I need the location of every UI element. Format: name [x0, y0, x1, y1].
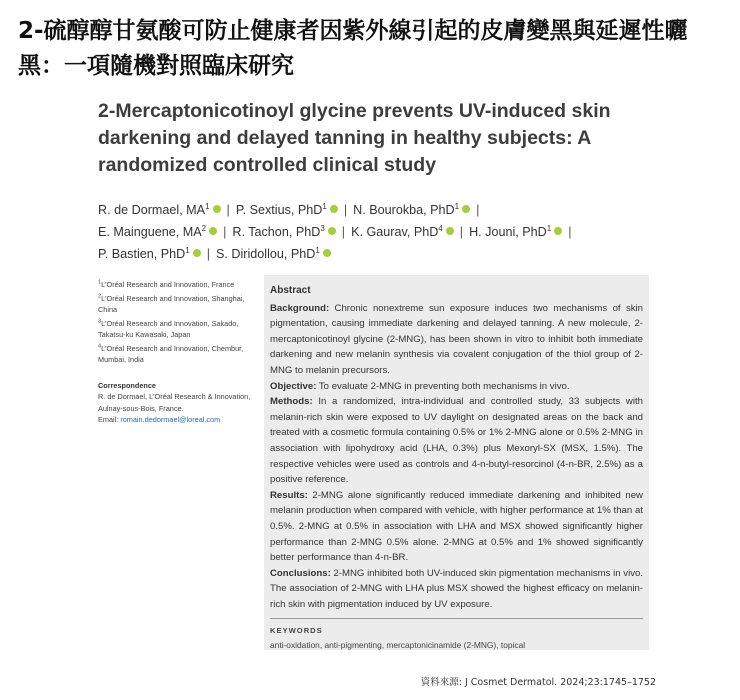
correspondence-heading: Correspondence [98, 380, 156, 390]
orcid-icon[interactable] [462, 205, 470, 213]
author[interactable]: R. de Dormael, $MA^1$ [98, 203, 221, 217]
abstract-objective: Objective: To evaluate 2-MNG in preventing both mechanisms in vivo. [270, 380, 570, 392]
keywords-section [270, 618, 643, 651]
orcid-icon[interactable] [209, 227, 217, 235]
source-citation: 資料來源: J Cosmet Dermatol. 2024;23:1745–1752 [420, 677, 656, 688]
orcid-icon[interactable] [323, 249, 331, 257]
abstract-background: Background: Chronic nonextreme sun exposure induces two mechanisms of skin pigmentation, causing immediate darkening and delayed tanning. A new molecule, 2-mercaptonicotinoyl glycine (2-MNG), has been shown in vitro to inhibit both immediate darkening and new melanin synthesis via covalent conjugation of the thiol group of 2-MNG to melanin precursors. [270, 302, 644, 376]
abstract-conclusions: Conclusions: 2-MNG inhibited both UV-induced skin pigmentation mechanisms in vivo. The association of 2-MNG with LHA plus MSX showed the highest efficacy on melanin-rich skin with pigmentation induced by UV exposure. [270, 567, 643, 610]
author[interactable]: K. Gaurav, PhD$^4$ [351, 225, 454, 239]
affiliation: $^3$L'Oréal Research and Innovation, Sakado, Takatsu-ku Kawasaki, Japan [98, 318, 239, 339]
author[interactable]: H. Jouni, PhD$^1$ [469, 225, 562, 239]
orcid-icon[interactable] [554, 227, 562, 235]
affiliation: $^1$L'Oréal Research and Innovation, France [98, 279, 235, 289]
affiliation: $^2$L'Oréal Research and Innovation, Shanghai, China [98, 293, 245, 314]
paper-title: 2-Mercaptonicotinoyl glycine prevents UV-induced skin darkening and delayed tanning in healthy subjects: A randomized controlled clinical study [98, 100, 611, 176]
orcid-icon[interactable] [328, 227, 336, 235]
chinese-title: 2-硫醇醇甘氨酸可防止健康者因紫外線引起的皮膚變黑與延遲性曬黑：一項隨機對照臨床研究 [18, 18, 688, 79]
orcid-icon[interactable] [193, 249, 201, 257]
email-link[interactable]: romain.dedormael@loreal.com [120, 415, 221, 424]
correspondence-email-line: Email: romain.dedormael@loreal.com [98, 415, 221, 424]
paper-excerpt [98, 90, 658, 651]
orcid-icon[interactable] [446, 227, 454, 235]
author[interactable]: P. Bastien, PhD$^1$ [98, 247, 201, 261]
abstract-results: Results: 2-MNG alone significantly reduced immediate darkening and inhibited new melanin production when compared with vehicle, with higher performance at 1% than at 0.5%. 2-MNG at 0.5% in association with LHA and MSX showed significantly higher performance than 2-MNG 0.5% alone. 2-MNG at 0.5% and 1% showed significantly better performance than 4-n-BR. [270, 489, 643, 564]
author[interactable]: N. Bourokba, PhD$^1$ [353, 203, 470, 217]
abstract-methods: Methods: In a randomized, intra-individual and controlled study, 33 subjects with melanin-rich skin were exposed to UV daylight on designated areas on the back and treated with a cosmetic formula containing 0.5% or 1% 2-MNG alone or 0.5% 2-MNG in association with lipohydroxy acid (LHA, 0.3%) plus Mexoryl-SX (MSX, 1.5%). The respective vehicles were used as controls and 4-n-butyl-resorcinol (4-n-BR, 2.5%) as a positive reference. [270, 396, 643, 486]
author[interactable]: P. Sextius, PhD$^1$ [236, 203, 338, 217]
author[interactable]: R. Tachon, PhD$^3$ [232, 225, 335, 239]
orcid-icon[interactable] [213, 205, 221, 213]
author[interactable]: E. Mainguene, $MA^2$ [98, 225, 217, 239]
abstract-heading: Abstract [270, 285, 311, 296]
author-list: R. de Dormael, $MA^1$ | P. Sextius, PhD$^1$ | N. Bourokba, PhD$^1$ | E. Mainguene, $MA^2$ | R. Tachon, PhD$^3$ | K. Gaurav, PhD$^4$ | H. Jouni, PhD$^1$ | P. Bastien, PhD$^1$ | S. Diridollou, PhD$^1$ [98, 201, 572, 261]
author[interactable]: S. Diridollou, PhD$^1$ [216, 247, 331, 261]
keywords-text: anti-oxidation, anti-pigmenting, mercaptonicinamide (2-MNG), topical [270, 640, 526, 651]
correspondence-text: R. de Dormael, L'Oréal Research & Innovation, Aulnay-sous-Bois, France. [98, 392, 251, 413]
affiliations-sidebar [98, 279, 258, 426]
abstract-box [264, 275, 649, 650]
keywords-heading: KEYWORDS [270, 626, 323, 636]
orcid-icon[interactable] [330, 205, 338, 213]
affiliation: $^4$L'Oréal Research and Innovation, Chembur, Mumbai, India [98, 343, 244, 364]
